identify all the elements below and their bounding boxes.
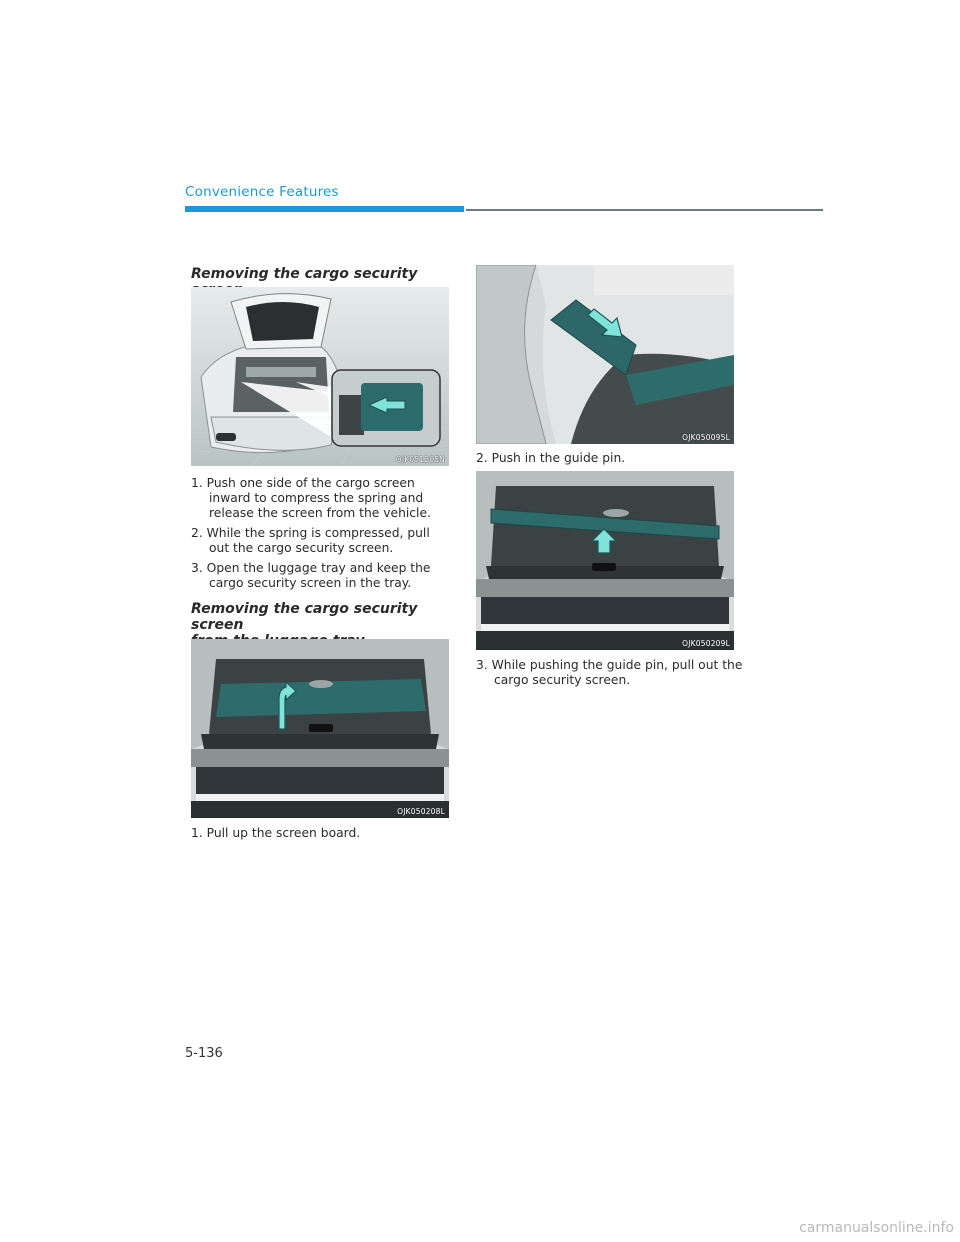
watermark: carmanualsonline.info [799, 1220, 954, 1236]
figure-guide-pin [476, 471, 734, 650]
figure-code: OJK050208L [397, 807, 445, 816]
section-title: Convenience Features [185, 184, 339, 200]
list-item: 3. Open the luggage tray and keep the cargo security screen in the tray. [191, 561, 431, 590]
header-rule [466, 209, 823, 211]
heading-removing-cargo-screen: Removing the cargo security [191, 266, 418, 282]
steps-list-2 [191, 826, 453, 841]
list-item: 2. Push in the guide pin. [476, 451, 626, 465]
car-rear-illustration [191, 287, 449, 466]
list-item: 1. Pull up the screen board. [191, 826, 361, 840]
figure-code: OJK051205N [395, 455, 445, 464]
trunk-board-illustration [191, 639, 449, 818]
list-item: 2. While the spring is compressed, pull out the cargo security screen. [191, 526, 430, 555]
guide-pin-illustration [476, 471, 734, 650]
figure-code: OJK050209L [682, 639, 730, 648]
figure-cargo-screen-side [476, 265, 734, 444]
figure-code: OJK050095L [682, 433, 730, 442]
list-item: 3. While pushing the guide pin, pull out the cargo security screen. [476, 658, 743, 687]
list-item: 1. Push one side of the cargo screen inward to compress the spring and release the screen from the vehicle. [191, 476, 431, 520]
header-rule-accent [185, 206, 464, 212]
page-number: 5-136 [185, 1046, 223, 1061]
cargo-screen-closeup-illustration [476, 265, 734, 444]
heading-line: Removing the cargo security screen [191, 601, 418, 633]
figure-cargo-screen-release [191, 287, 449, 466]
figure-pull-up-board [191, 639, 449, 818]
steps-list-1 [191, 476, 453, 591]
